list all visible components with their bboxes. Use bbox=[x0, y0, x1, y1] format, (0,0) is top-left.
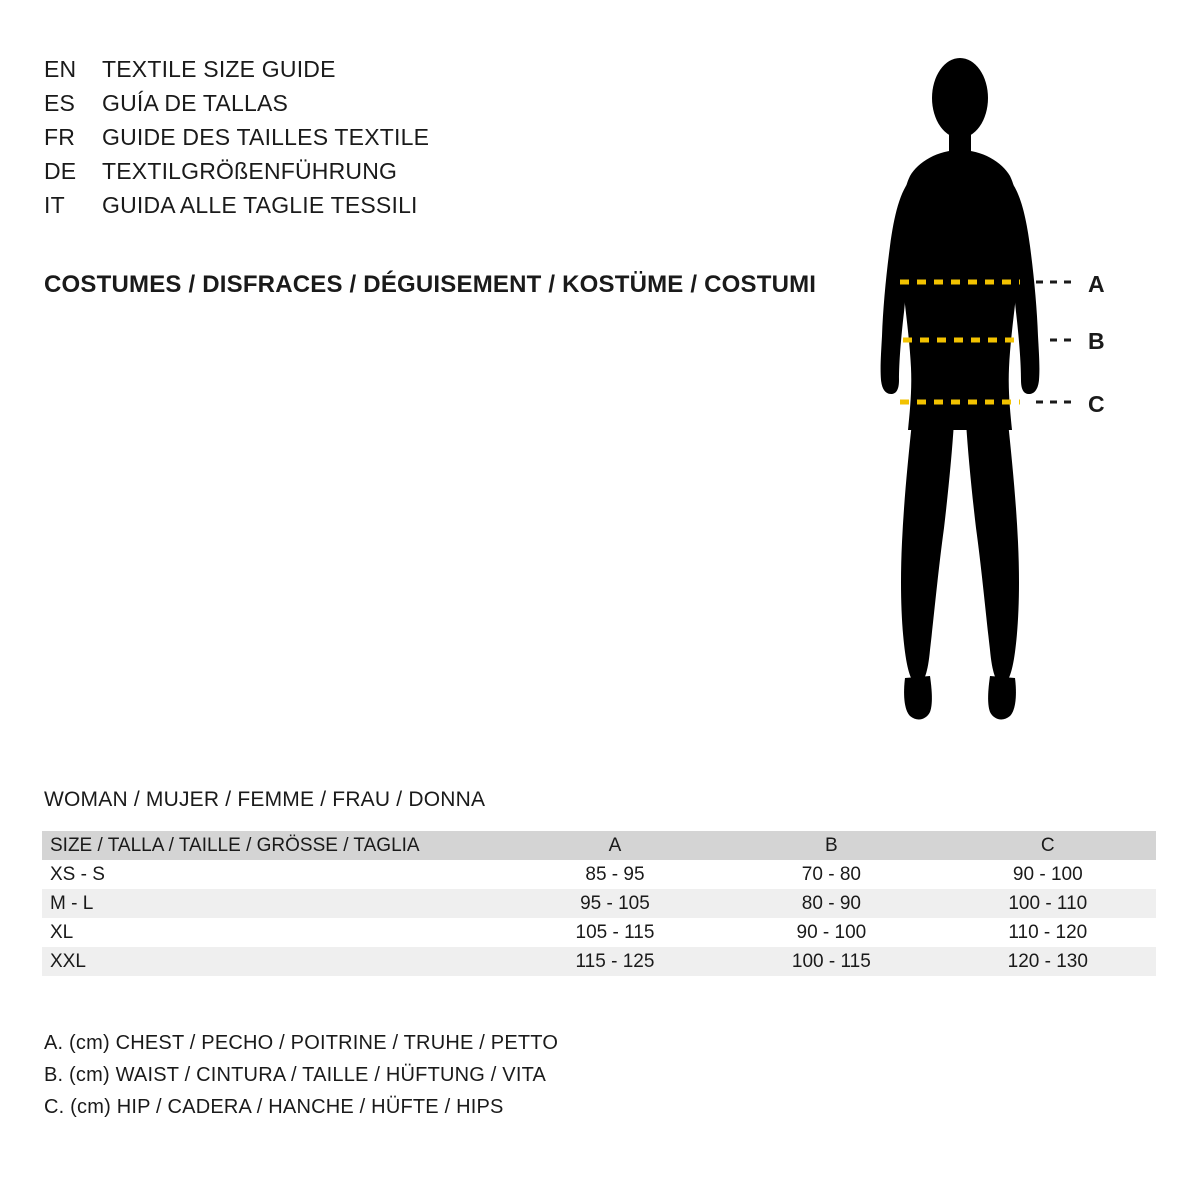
legend-row-c: C. (cm) HIP / CADERA / HANCHE / HÜFTE / HIPS bbox=[44, 1096, 504, 1118]
header-col-c: C bbox=[1040, 835, 1055, 856]
table-row bbox=[42, 860, 1156, 889]
header-col-a: A bbox=[608, 835, 622, 856]
cell-size: M - L bbox=[50, 893, 94, 914]
cell-b: 100 - 115 bbox=[791, 951, 871, 972]
cell-a: 85 - 95 bbox=[585, 864, 645, 885]
body-figure bbox=[860, 50, 1160, 740]
table-title: WOMAN / MUJER / FEMME / FRAU / DONNA bbox=[44, 788, 486, 811]
table-header-row bbox=[42, 831, 1156, 860]
language-row bbox=[44, 192, 864, 226]
header-size: SIZE / TALLA / TAILLE / GRÖSSE / TAGLIA bbox=[50, 835, 420, 856]
language-row bbox=[44, 158, 864, 192]
language-code: IT bbox=[44, 192, 65, 218]
cell-size: XS - S bbox=[50, 864, 105, 885]
language-row bbox=[44, 90, 864, 124]
table-row bbox=[42, 947, 1156, 976]
language-code: FR bbox=[44, 124, 76, 150]
language-code: ES bbox=[44, 90, 76, 116]
marker-label-a: A bbox=[1088, 271, 1105, 297]
language-row bbox=[44, 56, 864, 90]
marker-label-c: C bbox=[1088, 391, 1105, 417]
cell-c: 110 - 120 bbox=[1008, 922, 1088, 943]
language-text: GUIDE DES TAILLES TEXTILE bbox=[102, 124, 430, 150]
legend-row-b: B. (cm) WAIST / CINTURA / TAILLE / HÜFTUNG / VITA bbox=[44, 1064, 547, 1086]
language-text: TEXTILGRÖßENFÜHRUNG bbox=[102, 158, 398, 184]
language-list bbox=[44, 56, 864, 226]
cell-size: XL bbox=[50, 922, 74, 943]
cell-a: 115 - 125 bbox=[575, 951, 655, 972]
cell-a: 95 - 105 bbox=[580, 893, 650, 914]
cell-a: 105 - 115 bbox=[575, 922, 655, 943]
female-silhouette-icon bbox=[860, 50, 1160, 740]
cell-c: 100 - 110 bbox=[1008, 893, 1088, 914]
legend-row-a: A. (cm) CHEST / PECHO / POITRINE / TRUHE / PETTO bbox=[44, 1032, 559, 1054]
language-code: EN bbox=[44, 56, 77, 82]
marker-label-b: B bbox=[1088, 328, 1105, 354]
cell-b: 70 - 80 bbox=[801, 864, 861, 885]
language-code: DE bbox=[44, 158, 77, 184]
cell-c: 120 - 130 bbox=[1007, 951, 1088, 972]
table-row bbox=[42, 918, 1156, 947]
costumes-heading: COSTUMES / DISFRACES / DÉGUISEMENT / KOSTÜME / COSTUMI bbox=[44, 271, 817, 298]
cell-c: 90 - 100 bbox=[1012, 864, 1083, 885]
language-row bbox=[44, 124, 864, 158]
language-text: GUÍA DE TALLAS bbox=[102, 90, 289, 116]
size-table bbox=[42, 831, 1156, 976]
cell-b: 80 - 90 bbox=[801, 893, 861, 914]
language-text: GUIDA ALLE TAGLIE TESSILI bbox=[102, 192, 418, 218]
cell-b: 90 - 100 bbox=[796, 922, 867, 943]
language-text: TEXTILE SIZE GUIDE bbox=[102, 56, 336, 82]
measurement-legend bbox=[44, 1032, 558, 1128]
table-row bbox=[42, 889, 1156, 918]
header-col-b: B bbox=[825, 835, 838, 856]
cell-size: XXL bbox=[50, 951, 86, 972]
